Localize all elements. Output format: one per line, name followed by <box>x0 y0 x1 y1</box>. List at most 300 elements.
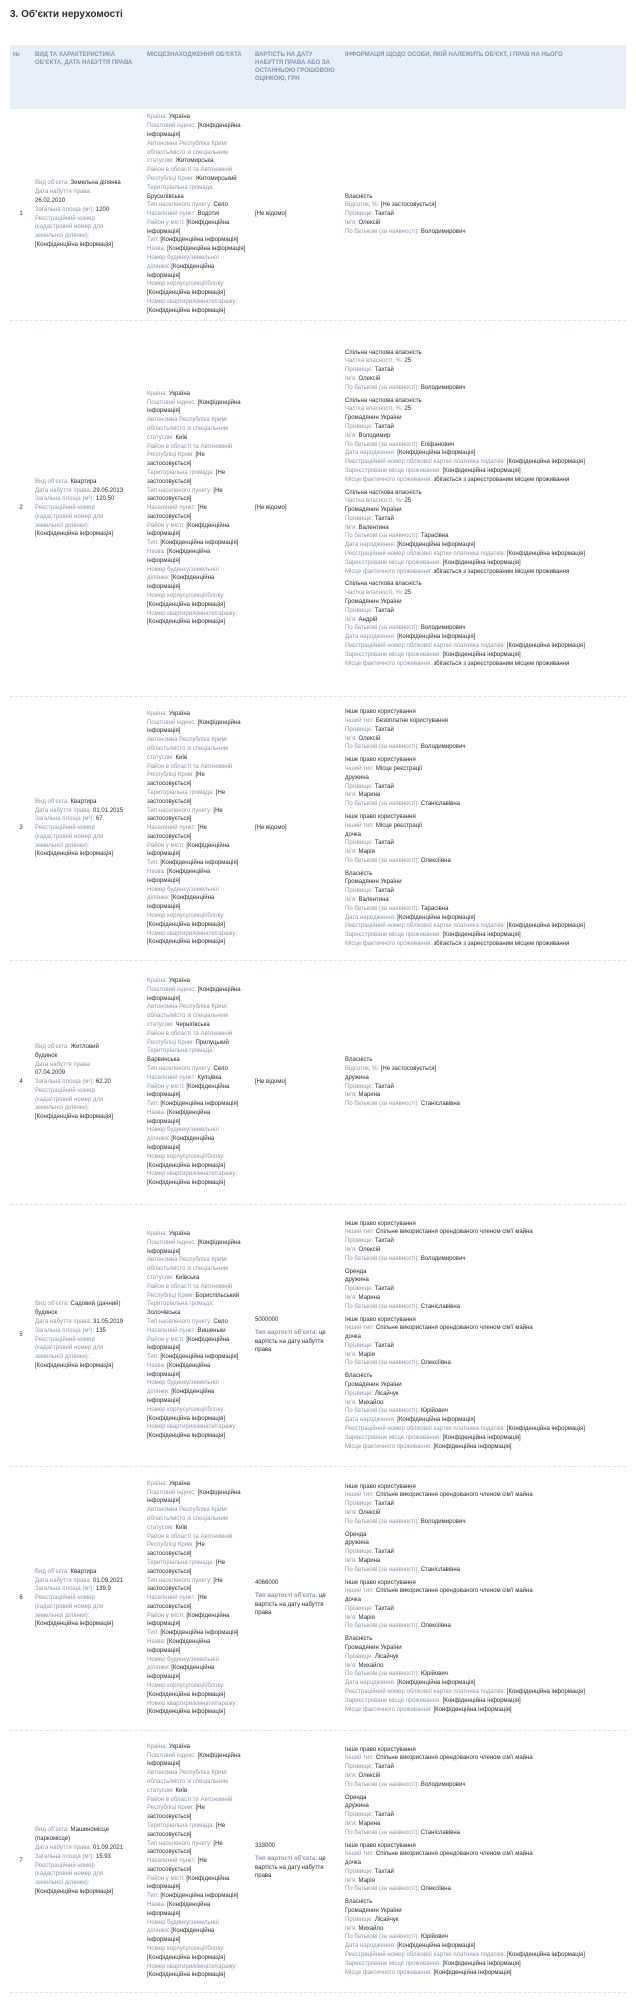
field-label: статусом: <box>147 754 176 761</box>
field-label: Дата набуття права: <box>35 1577 94 1584</box>
field-value: інформація] <box>147 1910 181 1917</box>
field-line <box>147 122 249 131</box>
field-line <box>147 1954 249 1963</box>
field-line <box>35 1096 141 1105</box>
field-line <box>345 1434 623 1443</box>
field-value: Україна <box>168 1230 190 1237</box>
field-label: Вид об'єкта: <box>35 1827 71 1834</box>
field-line <box>345 1868 623 1877</box>
field-label: Реєстраційний номер облікової картки платника податків: <box>345 1689 507 1696</box>
field-label: Прізвище: <box>345 888 375 895</box>
field-line <box>35 1318 141 1327</box>
field-value: 333000 <box>255 1842 276 1849</box>
field-value: (паркомісце) <box>35 1836 71 1843</box>
field-line <box>147 868 249 877</box>
field-label: Ім'я: <box>345 1614 359 1621</box>
field-value: Тахтай <box>374 1501 394 1508</box>
field-line <box>345 1754 623 1763</box>
field-value: Оренда <box>345 1531 367 1538</box>
field-line <box>345 580 623 589</box>
field-value: Бориспільський <box>195 1292 240 1299</box>
field-line <box>255 1601 339 1610</box>
field-label: Номер корпусу/секції/блоку: <box>147 593 225 600</box>
field-label: Номер будинку/земельної <box>147 886 219 893</box>
field-value: Марія <box>358 1877 375 1884</box>
field-line <box>147 263 249 272</box>
field-line <box>345 931 623 940</box>
field-label: Територіальна громада: <box>147 1048 215 1055</box>
field-value: інформація] <box>147 1145 181 1152</box>
field-label: Населений пункт: <box>147 1858 198 1865</box>
field-value: [Не <box>197 1858 208 1865</box>
field-value: Власність <box>345 1899 373 1906</box>
field-value: 120.50 <box>95 496 115 503</box>
field-value: 01.09.2021 <box>93 1844 124 1851</box>
field-value: [Конфіденційна інформація] <box>442 1960 521 1967</box>
field-line <box>147 272 249 281</box>
field-value: дружина <box>345 774 369 781</box>
field-line <box>255 1078 339 1087</box>
field-value: [Не відомо] <box>255 1079 287 1086</box>
field-line <box>147 1318 249 1327</box>
field-value: Спільна часткова власність <box>345 397 422 404</box>
field-value: Тахтай <box>374 888 394 895</box>
field-label: Республіці Крим: <box>147 1805 196 1812</box>
field-label: Номер квартири/кімнати/гаражу: <box>147 1171 238 1178</box>
header-location: МІСЦЕЗНАХОДЖЕННЯ ОБ'ЄКТА <box>147 52 242 58</box>
field-line <box>147 1397 249 1406</box>
field-value: інформація] <box>147 1118 181 1125</box>
field-value: інформація] <box>147 1248 181 1255</box>
field-label: Автономна Республіка Крим/ <box>147 1257 228 1264</box>
owner-cell <box>342 109 626 320</box>
field-value: Валентина <box>358 524 389 531</box>
field-label: Дата набуття права: <box>35 1318 94 1325</box>
field-line <box>345 848 623 857</box>
field-label: Район в області та Автономній <box>147 1030 233 1037</box>
table-row <box>10 1731 626 1993</box>
field-label: Прізвище: <box>345 1286 375 1293</box>
field-line <box>35 1862 141 1871</box>
field-value: [Конфіденційна <box>197 399 241 406</box>
field-line <box>147 1708 249 1717</box>
field-line <box>147 113 249 122</box>
field-line <box>345 765 623 774</box>
field-value: інформація] <box>147 1371 181 1378</box>
field-line <box>35 206 141 215</box>
field-line <box>35 1888 141 1897</box>
field-value: [Конфіденційна інформація] <box>35 1621 114 1628</box>
field-label: Прізвище: <box>345 1868 375 1875</box>
field-value: Квартира <box>70 478 97 485</box>
field-label: Зареєстроване місце проживання: <box>345 1960 443 1967</box>
field-value: Село <box>213 1318 228 1325</box>
field-value: [Конфіденційна інформація] <box>35 1114 114 1121</box>
field-line <box>147 1230 249 1239</box>
field-line <box>35 1336 141 1345</box>
field-value: [Конфіденційна інформація] <box>35 531 114 538</box>
field-label: Номер корпусу/секції/блоку: <box>147 1683 225 1690</box>
field-label: статусом: <box>147 1274 176 1281</box>
field-line <box>345 1531 623 1540</box>
field-value: [Конфіденційна інформація] <box>506 551 585 558</box>
field-line <box>345 1907 623 1916</box>
field-line <box>147 710 249 719</box>
field-line <box>35 1061 141 1070</box>
field-value: вартість на дату набуття <box>255 1864 324 1871</box>
field-line <box>345 432 623 441</box>
header-object: ВИД ТА ХАРАКТЕРИСТИКА ОБ'ЄКТА, ДАТА НАБУТТЯ ПРАВА <box>35 52 133 66</box>
field-label: Назва: <box>147 1362 168 1369</box>
field-line <box>345 1925 623 1934</box>
row-number: 5 <box>19 1332 23 1339</box>
field-label: Автономна Республіка Крим/ <box>147 1004 228 1011</box>
field-label: Зареєстроване місце проживання: <box>345 651 443 658</box>
field-value: інформація] <box>147 272 181 279</box>
field-line <box>345 887 623 896</box>
field-line <box>35 807 141 816</box>
field-line <box>147 1274 249 1283</box>
field-label: Номер квартири/кімнати/гаражу: <box>147 610 238 617</box>
field-value: Житомирська <box>175 158 214 165</box>
field-label: Дата набуття права: <box>35 487 94 494</box>
field-label: Номер квартири/кімнати/гаражу: <box>147 299 238 306</box>
field-value: застосовується] <box>147 781 192 788</box>
field-label: Номер корпусу/секції/блоку: <box>147 1153 225 1160</box>
field-line <box>255 1592 339 1601</box>
field-value: Валентина <box>358 897 389 904</box>
field-line <box>35 1344 141 1353</box>
field-line <box>35 815 141 824</box>
field-line <box>345 1688 623 1697</box>
field-value: [Конфіденційна інформація] <box>397 1417 476 1424</box>
field-label: Ім'я: <box>345 1351 359 1358</box>
field-label: земельної ділянки): <box>35 233 90 240</box>
field-value: [Конфіденційна інформація] <box>160 1630 239 1637</box>
field-label: Ім'я: <box>345 849 359 856</box>
field-label: Ім'я: <box>345 1877 359 1884</box>
field-value: Тахтай <box>374 1549 394 1556</box>
field-label: Прізвище: <box>345 1083 375 1090</box>
field-value: дружина <box>345 1803 369 1810</box>
field-value: дочка <box>345 1860 361 1867</box>
field-value: Станіславівна <box>420 1829 461 1836</box>
field-value: інформація] <box>147 1674 181 1681</box>
field-value: [Не <box>197 505 208 512</box>
field-line <box>35 1362 141 1371</box>
field-label: Тип: <box>147 860 161 867</box>
field-line <box>147 1945 249 1954</box>
field-line <box>147 833 249 842</box>
field-line <box>147 1003 249 1012</box>
field-value: Золочівська <box>147 1310 181 1317</box>
field-value: збігається з зареєстрованим місцем проживання <box>433 660 570 667</box>
field-label: Район у місті: <box>147 219 187 226</box>
field-line <box>345 1399 623 1408</box>
field-value: інформація] <box>147 531 181 538</box>
field-label: Вид об'єкта: <box>35 1301 71 1308</box>
field-value: інформація] <box>147 728 181 735</box>
field-value: [Не відомо] <box>255 211 287 218</box>
field-value: застосовується] <box>147 496 192 503</box>
field-line <box>345 1781 623 1790</box>
field-line <box>147 1379 249 1388</box>
field-line <box>147 1550 249 1559</box>
field-line <box>35 1078 141 1087</box>
field-label: По батькові (за наявності): <box>345 625 421 632</box>
field-value: дружина <box>345 1540 369 1547</box>
field-label: По батькові (за наявності): <box>345 1886 421 1893</box>
document-sheet <box>10 5 626 1995</box>
field-value: застосовується] <box>147 478 192 485</box>
field-value: Україна <box>168 977 190 984</box>
field-line <box>147 894 249 903</box>
field-line <box>345 1518 623 1527</box>
field-value: застосовується] <box>147 461 192 468</box>
field-label: (кадастровий номер для <box>35 1345 104 1352</box>
field-label: По батькові (за наявності): <box>345 1303 421 1310</box>
field-line <box>147 1388 249 1397</box>
field-label: Номер корпусу/секції/блоку: <box>147 281 225 288</box>
field-value: [Конфіденційна інформація] <box>147 1972 226 1979</box>
field-line <box>345 1539 623 1548</box>
field-value: Україна <box>168 710 190 717</box>
field-label: Прізвище: <box>345 726 375 733</box>
field-line <box>147 1533 249 1542</box>
field-value: Михайло <box>358 1399 384 1406</box>
field-label: Дата народження: <box>345 914 398 921</box>
field-label: По батькові (за наявності): <box>345 744 421 751</box>
field-line <box>147 1109 249 1118</box>
field-line <box>345 1579 623 1588</box>
field-line <box>345 1100 623 1109</box>
field-label: По батькові (за наявності): <box>345 1566 421 1573</box>
field-value: [Не <box>215 1559 226 1566</box>
field-value: Станіславівна <box>420 1101 461 1108</box>
field-line <box>35 495 141 504</box>
field-value: Спільне використання орендованого членом сім'ї майна <box>375 1229 533 1236</box>
field-line <box>35 223 141 232</box>
field-line <box>345 1679 623 1688</box>
field-value: Михайло <box>358 1925 384 1932</box>
field-line <box>147 1506 249 1515</box>
field-label: Прізвище: <box>345 423 375 430</box>
field-value: [Конфіденційна інформація] <box>442 559 521 566</box>
field-label: Прізвище: <box>345 1605 375 1612</box>
field-line <box>35 1327 141 1336</box>
field-line <box>147 557 249 566</box>
field-line <box>345 1670 623 1679</box>
field-line <box>147 1497 249 1506</box>
field-line <box>255 1338 339 1347</box>
field-line <box>345 1662 623 1671</box>
field-line <box>345 616 623 625</box>
field-value: [Конфіденційна <box>167 1639 211 1646</box>
field-label: статусом: <box>147 1021 176 1028</box>
cost-cell <box>252 109 342 320</box>
field-value: [Конфіденційна <box>167 1902 211 1909</box>
field-value: Інше право користування <box>345 1579 416 1586</box>
field-label: ділянки: <box>147 1928 172 1935</box>
field-label: По батькові (за наявності): <box>345 857 421 864</box>
field-label: Загальна площа (м²): <box>35 816 96 823</box>
field-value: Інше право користування <box>345 1316 416 1323</box>
field-value: інформація] <box>147 1647 181 1654</box>
field-line <box>147 1804 249 1813</box>
field-value: Оренда <box>345 1268 367 1275</box>
field-line <box>147 754 249 763</box>
field-value: Громадянин України <box>345 879 402 886</box>
field-line <box>345 1829 623 1838</box>
field-label: ділянки: <box>147 263 172 270</box>
field-value: [Конфіденційна інформація] <box>506 1952 585 1959</box>
field-line <box>147 1432 249 1441</box>
field-line <box>147 1256 249 1265</box>
field-value: Тахтай <box>374 1812 394 1819</box>
field-line <box>35 1568 141 1577</box>
field-line <box>35 522 141 531</box>
field-value: [Конфіденційна інформація] <box>147 1954 226 1961</box>
field-label: Номер будинку/земельної <box>147 1919 219 1926</box>
field-line <box>147 487 249 496</box>
field-value: Київ <box>175 1524 188 1531</box>
field-value: інформація] <box>147 1092 181 1099</box>
field-label: Назва: <box>147 246 168 253</box>
field-label: Тип: <box>147 1893 161 1900</box>
field-line <box>345 1342 623 1351</box>
field-value: 25 <box>404 590 412 597</box>
field-line <box>345 515 623 524</box>
field-value: [Не відомо] <box>255 825 287 832</box>
field-value: [Конфіденційна <box>197 1239 241 1246</box>
field-line <box>35 1585 141 1594</box>
field-line <box>35 215 141 224</box>
field-value: 26.02.2010 <box>35 197 66 204</box>
field-label: Тип: <box>147 1630 161 1637</box>
field-value: [Конфіденційна <box>171 1389 215 1396</box>
field-label: По батькові (за наявності): <box>345 1623 421 1630</box>
field-label: Дата народження: <box>345 1680 398 1687</box>
field-line <box>35 1603 141 1612</box>
field-label: Реєстраційний номер <box>35 1336 95 1343</box>
field-line <box>345 1491 623 1500</box>
field-line <box>345 1605 623 1614</box>
field-value: [Конфіденційна інформація] <box>147 1180 226 1187</box>
field-value: Тахтай <box>374 1238 394 1245</box>
field-line <box>345 1842 623 1851</box>
field-value: Власність <box>345 1057 373 1064</box>
field-label: Країна: <box>147 114 169 121</box>
field-label: (кадастровий номер для <box>35 1871 104 1878</box>
field-label: Інший тип: <box>345 1588 376 1595</box>
field-value: Оренда <box>345 1794 367 1801</box>
field-line <box>345 397 623 406</box>
field-label: По батькові (за наявності): <box>345 1829 421 1836</box>
field-value: застосовується] <box>147 1586 192 1593</box>
field-line <box>345 568 623 577</box>
field-label: Вид об'єкта: <box>35 180 71 187</box>
field-label: Район у місті: <box>147 1612 187 1619</box>
field-value: [Не <box>213 1840 223 1847</box>
field-label: Дата народження: <box>345 450 398 457</box>
field-line <box>147 1021 249 1030</box>
field-label: По батькові (за наявності): <box>345 1781 421 1788</box>
field-line <box>35 1879 141 1888</box>
field-label: Тип вартості об'єкта: <box>255 1329 320 1336</box>
field-label: Ім'я: <box>345 524 359 531</box>
field-value: Тарасівна <box>420 905 449 912</box>
field-value: [Конфіденційна <box>186 522 230 529</box>
field-label: Місце фактичного проживання: <box>345 941 434 948</box>
field-line <box>147 815 249 824</box>
field-label: Тип вартості об'єкта: <box>255 1592 320 1599</box>
field-value: 07.04.2009 <box>35 1070 66 1077</box>
field-label: Номер квартири/кімнати/гаражу: <box>147 1963 238 1970</box>
field-value: [Конфіденційна інформація] <box>147 921 226 928</box>
field-line <box>345 791 623 800</box>
field-label: область/місто зі спеціальним <box>147 1266 228 1273</box>
field-value: [Конфіденційна <box>197 123 241 130</box>
field-line <box>345 1220 623 1229</box>
field-label: Ім'я: <box>345 1246 359 1253</box>
field-label: Ім'я: <box>345 897 359 904</box>
field-line <box>147 1875 249 1884</box>
field-value: Україна <box>168 1743 190 1750</box>
field-label: Поштовий індекс: <box>147 123 198 130</box>
field-line <box>147 228 249 237</box>
field-line <box>345 726 623 735</box>
field-line <box>345 598 623 607</box>
field-line <box>35 487 141 496</box>
field-label: Автономна Республіка Крим/ <box>147 737 228 744</box>
field-line <box>147 745 249 754</box>
field-line <box>345 743 623 752</box>
field-line <box>147 1901 249 1910</box>
field-label: По батькові (за наявності): <box>345 1518 421 1525</box>
field-label: Район у місті: <box>147 1875 187 1882</box>
field-line <box>345 405 623 414</box>
field-label: Прізвище: <box>345 607 375 614</box>
field-label: Зареєстроване місце проживання: <box>345 1697 443 1704</box>
field-label: ділянки: <box>147 1665 172 1672</box>
field-value: Лісайчук <box>374 1653 399 1660</box>
field-value: Юрійович <box>420 1671 448 1678</box>
field-label: Республіці Крим: <box>147 452 196 459</box>
field-line <box>345 1294 623 1303</box>
field-line <box>35 1043 141 1052</box>
owner-cell <box>342 1731 626 1992</box>
field-label: Прізвище: <box>345 1238 375 1245</box>
field-label: Країна: <box>147 1230 169 1237</box>
field-value: [Не <box>195 1542 205 1549</box>
field-value: [Не <box>215 469 226 476</box>
field-line <box>147 1524 249 1533</box>
field-value: будинок <box>35 1052 58 1059</box>
field-value: Олексій <box>358 1246 381 1253</box>
field-line <box>35 1353 141 1362</box>
field-value: Спільна часткова власність <box>345 489 422 496</box>
field-line <box>147 1423 249 1432</box>
field-line <box>345 1359 623 1368</box>
field-label: Поштовий індекс: <box>147 986 198 993</box>
field-value: [Конфіденційна інформація] <box>442 932 521 939</box>
field-line <box>35 824 141 833</box>
field-value: Тахтай <box>374 783 394 790</box>
field-line <box>147 1039 249 1048</box>
field-label: земельної ділянки): <box>35 1354 90 1361</box>
field-line <box>345 1483 623 1492</box>
field-label: Місце фактичного проживання: <box>345 1969 434 1976</box>
